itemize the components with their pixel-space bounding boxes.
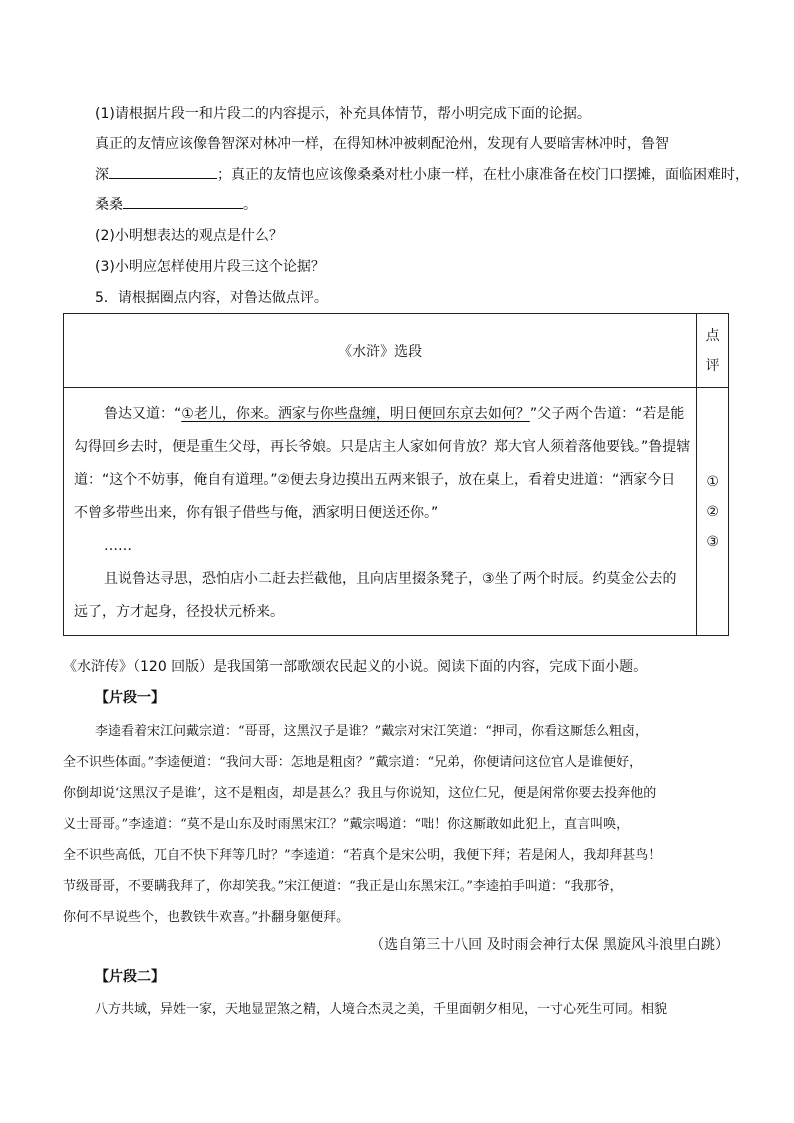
annotated-text-1: ①老儿，你来。洒家与你些盘缠，明日便回东京去如何？ [181, 406, 530, 422]
q4-text: ；真正的友情也应该像桑桑对杜小康一样，在杜小康准备在校门口摆摊，面临困难时， [217, 167, 749, 183]
excerpt-text: ”父子两个告道：“若是能 [529, 406, 685, 422]
q5-comment-table [63, 313, 729, 636]
excerpt-cell [64, 388, 697, 636]
q4-part1-prompt: (1)请根据片段一和片段二的内容提示，补充具体情节，帮小明完成下面的论据。 [95, 106, 591, 122]
q4-argument-line-1: 真正的友情应该像鲁智深对林冲一样，在得知林冲被刺配沧州，发现有人要暗害林冲时，鲁智 [95, 136, 669, 152]
reading-intro: 《水浒传》（120 回版）是我国第一部歌颂农民起义的小说。阅读下面的内容，完成下面小题。 [63, 659, 648, 675]
q4-text: 。 [243, 197, 257, 213]
comment-answer-cell[interactable] [697, 388, 729, 636]
fragment-2-line: 八方共域，异姓一家，天地显罡煞之精，人境合杰灵之美，千里面朝夕相见，一寸心死生可同。相貌 [95, 1002, 668, 1017]
comment-mark-1: ① [706, 473, 719, 490]
fragment-1-label: 【片段一】 [95, 690, 165, 706]
table-head-comment-char: 评 [705, 357, 720, 374]
answer-blank-2[interactable] [123, 194, 243, 209]
q4-part2-prompt: (2)小明想表达的观点是什么？ [95, 228, 283, 244]
excerpt-line: 且说鲁达寻思，恐怕店小二赶去拦截他，且向店里掇条凳子，③坐了两个时辰。约莫金公去的 [104, 571, 677, 587]
table-head-title: 《水浒》选段 [338, 343, 423, 360]
fragment-1-line: 全不识些体面。”李逵便道：“我问大哥：怎地是粗卤？”戴宗道：“兄弟，你便请问这位官人是谁便好， [63, 755, 643, 770]
q4-argument-line-3 [95, 194, 257, 215]
answer-blank-1[interactable] [109, 164, 217, 179]
excerpt-text: 鲁达又道：“ [104, 406, 182, 422]
q5-prompt: 5．请根据圈点内容，对鲁达做点评。 [95, 290, 328, 306]
fragment-1-source: （选自第三十八回 及时雨会神行太保 黑旋风斗浪里白跳） [370, 937, 729, 953]
fragment-1-line: 全不识些高低，兀自不快下拜等几时？”李逵道：“若真个是宋公明，我便下拜；若是闲人，我却拜甚鸟！ [63, 848, 662, 863]
q4-text: 深 [95, 167, 109, 183]
comment-mark-2: ② [706, 503, 719, 520]
fragment-1-line: 你倒却说‘这黑汉子是谁’，这不是粗卤，却是甚么？我且与你说知，这位仁兄，便是闲常你要去投奔他的 [63, 786, 657, 801]
table-head-comment-cell [697, 314, 729, 388]
q4-argument-line-2 [95, 164, 749, 185]
excerpt-line [74, 398, 690, 431]
fragment-1-line: 你何不早说些个，也教铁牛欢喜。”扑翻身躯便拜。 [63, 910, 350, 925]
comment-mark-3: ③ [706, 533, 719, 550]
excerpt-line: 不曾多带些出来，你有银子借些与俺，洒家明日便送还你。” [74, 505, 439, 521]
fragment-1-body [63, 716, 662, 933]
q4-part3-prompt: (3)小明应怎样使用片段三这个论据？ [95, 259, 325, 275]
table-head-comment-char: 点 [705, 327, 720, 344]
excerpt-line: 远了，方才起身，径投状元桥来。 [74, 604, 284, 620]
ellipsis-line: …… [104, 538, 132, 554]
fragment-1-line: 李逵看着宋江问戴宗道：“哥哥，这黑汉子是谁？”戴宗对宋江笑道：“押司，你看这厮恁么粗卤， [95, 724, 648, 739]
fragment-1-line: 义士哥哥。”李逵道：“莫不是山东及时雨黑宋江？”戴宗喝道：“咄！你这厮敢如此犯上，直言叫唤， [63, 817, 630, 832]
fragment-1-line: 节级哥哥，不要瞒我拜了，你却笑我。”宋江便道：“我正是山东黑宋江。”李逵拍手叫道：“我那爷， [63, 879, 623, 894]
table-head-title-cell [64, 314, 697, 388]
excerpt-line: 道：“这个不妨事，俺自有道理。”②便去身边摸出五两来银子，放在桌上，看着史进道：“洒家今日 [74, 472, 676, 488]
excerpt-line: 勾得回乡去时，便是重生父母，再长爷娘。只是店主人家如何肯放？郑大官人须着落他要钱。”鲁提辖 [74, 439, 691, 455]
q4-text: 桑桑 [95, 197, 123, 213]
fragment-2-label: 【片段二】 [95, 969, 165, 985]
